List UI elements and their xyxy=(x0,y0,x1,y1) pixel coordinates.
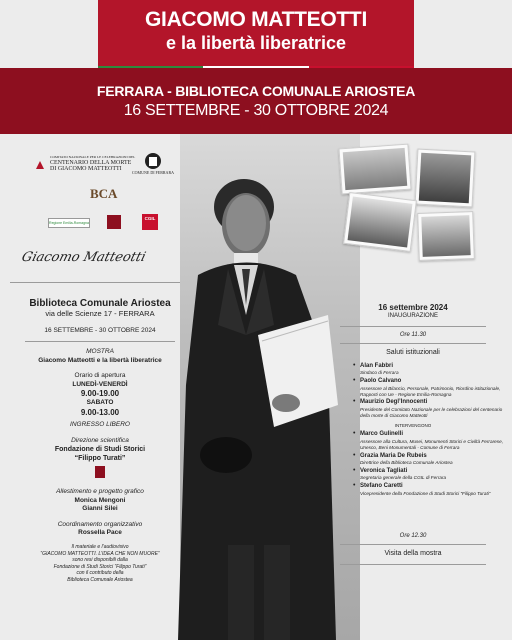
time-2: Ore 12.30 xyxy=(399,532,427,539)
speaker-name: • Alan Fabbri xyxy=(360,362,394,369)
centenario-small-text: COMITATO NAZIONALE PER LE CELEBRAZIONI DEL xyxy=(50,155,136,159)
divider xyxy=(25,341,175,342)
divider xyxy=(340,343,486,344)
venue-address: via delle Scienze 17 - FERRARA xyxy=(45,309,155,318)
turati-emblem-icon xyxy=(95,466,105,478)
right-column xyxy=(320,303,506,570)
interventions-label: INTERVENGONO xyxy=(394,422,432,428)
left-column xyxy=(10,298,190,583)
saturday-label: SABATO xyxy=(86,399,114,407)
speaker-role: Sindaco di Ferrara xyxy=(360,370,399,376)
speaker-item xyxy=(320,468,506,481)
speaker-name: • Grazia Maria De Rubeis xyxy=(360,452,427,459)
historic-photo-3 xyxy=(343,192,417,252)
event-banner xyxy=(0,68,512,134)
speaker-name: • Maurizio Degl’Innocenti xyxy=(360,399,428,406)
inauguration-date: 16 settembre 2024 xyxy=(378,303,448,312)
speaker-name: • Marco Gulinelli xyxy=(360,431,404,438)
page-subtitle: e la libertà liberatrice xyxy=(165,33,347,53)
speaker-role: Presidente del Comitato Nazionale per le celebrazioni del centenario della morte di Giacomo Matteotti xyxy=(360,406,503,418)
speaker-role: Direttrice della Biblioteca Comunale Ariostea xyxy=(360,460,453,465)
weekday-hours: 9.00-19.00 xyxy=(80,388,120,398)
speaker-name: • Stefano Caretti xyxy=(360,483,403,490)
speaker-name: • Paolo Calvano xyxy=(360,378,402,385)
logo-cgil xyxy=(142,214,158,230)
speaker-role: Segretaria generale della CGIL di Ferrara xyxy=(360,475,447,481)
speaker-role: Vicepresidente della Fondazione di Studi Storici “Filippo Turati” xyxy=(360,490,491,496)
setup-name-2: Gianni Silei xyxy=(82,505,118,513)
weekday-label: LUNEDÌ-VENERDÌ xyxy=(72,380,128,388)
centenario-line2: DI GIACOMO MATTEOTTI xyxy=(50,166,122,173)
speaker-item xyxy=(320,483,506,496)
saturday-hours: 9.00-13.00 xyxy=(80,407,120,417)
divider xyxy=(340,326,486,327)
cgil-text: CGIL xyxy=(142,214,158,230)
venue-name: Biblioteca Comunale Ariostea xyxy=(29,298,171,309)
speaker-item xyxy=(320,453,506,466)
speaker-item xyxy=(320,431,506,450)
coord-label: Coordinamento organizzativo xyxy=(57,520,143,528)
credit-6: Biblioteca Comunale Ariostea xyxy=(67,576,133,583)
centenario-line1: CENTENARIO DELLA MORTE xyxy=(50,159,132,166)
credit-3: sono resi disponibili dalla xyxy=(72,557,128,564)
page-title: GIACOMO MATTEOTTI xyxy=(145,8,367,31)
entry-info: INGRESSO LIBERO xyxy=(70,421,130,429)
logo-bca xyxy=(90,186,117,202)
regione-text: Regione Emilia-Romagna xyxy=(49,221,89,225)
direction-name-1: Fondazione di Studi Storici xyxy=(54,446,146,454)
signature: Giacomo Matteotti xyxy=(19,250,148,265)
divider xyxy=(340,544,486,545)
section-1-title: Saluti istituzionali xyxy=(386,349,440,356)
historic-photo-1 xyxy=(338,144,411,195)
time-1: Ore 11.30 xyxy=(399,331,427,338)
centenario-emblem-icon xyxy=(34,159,46,171)
mostra-title: Giacomo Matteotti e la libertà liberatrice xyxy=(38,356,162,364)
divider xyxy=(340,564,486,565)
setup-name-1: Monica Mengoni xyxy=(74,496,126,504)
hours-label: Orario di apertura xyxy=(74,372,126,380)
speaker-item xyxy=(320,378,506,397)
speaker-role: Assessore alla Cultura, Musei, Monumenti Storici e Civiltà Ferrarese, Unesco, Beni Monumentali - Comune di Ferrara xyxy=(360,438,504,450)
turati-emblem-icon xyxy=(107,215,121,229)
comune-label: COMUNE DI FERRARA xyxy=(132,170,175,175)
ferrara-crest-icon xyxy=(144,152,162,170)
logo-centenario xyxy=(34,156,135,173)
section-2-title: Visita della mostra xyxy=(384,550,442,558)
speaker-item xyxy=(320,363,506,376)
direction-name-2: “Filippo Turati” xyxy=(74,455,126,463)
event-dates: 16 SETTEMBRE - 30 OTTOBRE 2024 xyxy=(123,102,389,119)
credit-1: Il materiale e l’audiovisivo xyxy=(71,544,129,551)
setup-label: Allestimento e progetto grafico xyxy=(56,488,144,496)
speaker-name: • Veronica Tagliati xyxy=(360,467,408,474)
credit-5: con il contributo della xyxy=(76,570,124,577)
coord-name: Rossella Pace xyxy=(78,528,122,536)
credit-2: “GIACOMO MATTEOTTI. L’IDEA CHE NON MUORE” xyxy=(40,550,160,557)
exhibit-dates: 16 SETTEMBRE - 30 OTTOBRE 2024 xyxy=(44,326,156,334)
historic-photo-2 xyxy=(415,149,476,208)
logo-regione xyxy=(48,218,90,228)
title-banner xyxy=(98,0,414,68)
divider xyxy=(10,282,180,283)
direction-label: Direzione scientifica xyxy=(71,436,129,444)
logo-comune-ferrara xyxy=(132,152,174,175)
speaker-item xyxy=(320,399,506,418)
bca-text: BCA xyxy=(90,186,118,201)
mostra-label: MOSTRA xyxy=(86,348,114,356)
logo-turati xyxy=(107,215,121,229)
inauguration-label: INAUGURAZIONE xyxy=(387,313,438,319)
event-location: FERRARA - BIBLIOTECA COMUNALE ARIOSTEA xyxy=(96,83,416,99)
historic-photo-4 xyxy=(417,211,475,261)
credit-4: Fondazione di Studi Storici “Filippo Turati” xyxy=(53,563,147,570)
speaker-role: Assessore al Bilancio, Personale, Patrimonio, Riordino istituzionale, Rapporti con Ue - Regione Emilia-Romagna xyxy=(360,385,501,397)
matteotti-portrait xyxy=(178,165,338,640)
